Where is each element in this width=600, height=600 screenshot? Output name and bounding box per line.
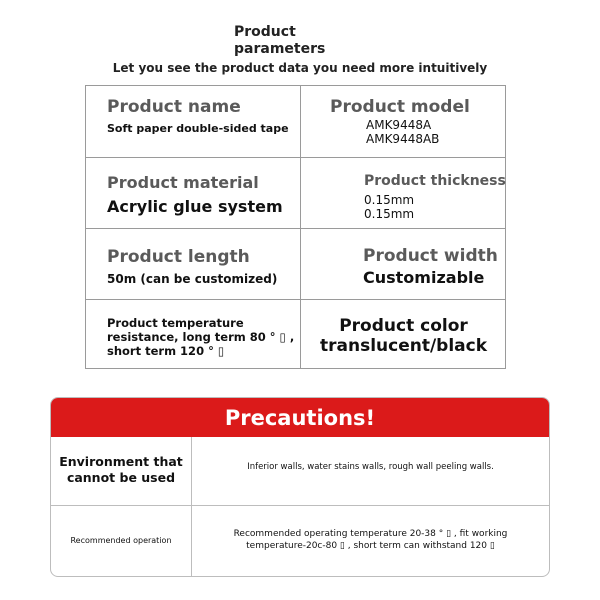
environment-label-line2: cannot be used xyxy=(66,470,176,485)
product-temperature-line3: short term 120 ° ▯ xyxy=(107,344,225,358)
table-divider-row3 xyxy=(86,299,505,300)
product-temperature-line2: resistance, long term 80 ° ▯ , xyxy=(107,330,295,344)
precautions-title: Precautions! xyxy=(51,398,549,437)
table-divider-row2 xyxy=(86,228,505,229)
product-thickness-value-2: 0.15mm xyxy=(364,207,415,221)
product-material-value: Acrylic glue system xyxy=(107,197,283,216)
precautions-panel xyxy=(50,397,550,577)
recommended-operation-line1: Recommended operating temperature 20-38 ° ▯ , fit working xyxy=(233,529,508,539)
page-title-line1: Product xyxy=(234,24,296,40)
product-name-cell xyxy=(107,97,289,135)
product-thickness-cell xyxy=(364,173,506,221)
product-thickness-value-1: 0.15mm xyxy=(364,193,415,207)
product-width-cell xyxy=(363,246,498,287)
recommended-operation-label: Recommended operation xyxy=(70,536,172,545)
product-length-label: Product length xyxy=(107,247,250,267)
product-color-label: Product color xyxy=(339,316,468,336)
environment-label-line1: Environment that xyxy=(59,454,183,469)
product-model-value-1: AMK9448A xyxy=(366,118,432,132)
product-model-cell xyxy=(330,97,470,146)
product-material-cell xyxy=(107,173,283,216)
product-width-label: Product width xyxy=(363,246,498,266)
product-thickness-label: Product thickness xyxy=(364,173,506,189)
product-temperature-cell xyxy=(107,316,294,358)
product-color-value: translucent/black xyxy=(319,336,488,356)
product-material-label: Product material xyxy=(107,173,259,192)
product-color-cell xyxy=(300,316,507,356)
recommended-operation-value xyxy=(192,528,549,552)
page-title-line2: parameters xyxy=(234,41,326,57)
table-divider-row1 xyxy=(86,157,505,158)
page-title xyxy=(234,24,325,58)
page-subtitle: Let you see the product data you need more intuitively xyxy=(112,61,488,75)
product-length-cell xyxy=(107,247,277,286)
recommended-operation-line2: temperature-20c-80 ▯ , short term can withstand 120 ▯ xyxy=(246,541,495,551)
product-name-label: Product name xyxy=(107,97,241,117)
product-temperature-line1: Product temperature xyxy=(107,316,244,330)
product-length-value: 50m (can be customized) xyxy=(107,272,278,286)
precautions-divider-horizontal xyxy=(51,505,549,506)
product-width-value: Customizable xyxy=(363,268,485,287)
product-model-label: Product model xyxy=(330,97,470,117)
precautions-divider-vertical xyxy=(191,437,192,576)
environment-value: Inferior walls, water stains walls, rough wall peeling walls. xyxy=(247,462,494,472)
product-model-value-2: AMK9448AB xyxy=(366,132,440,146)
parameters-table xyxy=(85,85,506,369)
environment-label xyxy=(51,454,191,486)
product-name-value: Soft paper double-sided tape xyxy=(107,122,289,135)
